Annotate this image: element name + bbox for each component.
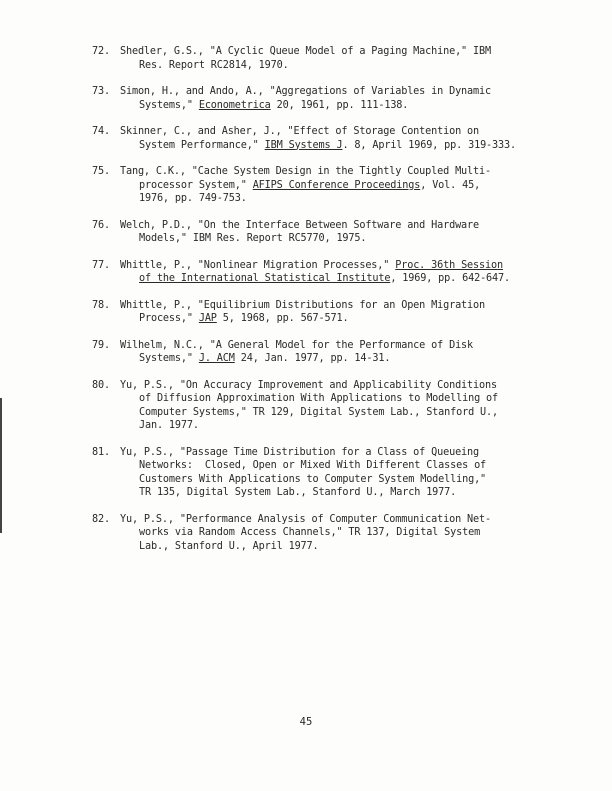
reference-line bbox=[0, 232, 612, 246]
reference-entry bbox=[0, 45, 612, 72]
reference-number: 82. bbox=[92, 513, 110, 525]
reference-text: Process," bbox=[139, 313, 199, 324]
reference-line bbox=[0, 526, 612, 540]
reference-text: Yu, P.S., "On Accuracy Improvement and Applicability Conditions bbox=[120, 379, 497, 391]
reference-line bbox=[0, 473, 612, 487]
reference-text: Whittle, P., "Equilibrium Distributions for an Open Migration bbox=[120, 299, 485, 311]
reference-text: Whittle, P., "Nonlinear Migration Processes," bbox=[120, 259, 396, 271]
reference-text: Customers With Applications to Computer System Modelling," bbox=[139, 473, 487, 485]
reference-number: 75. bbox=[92, 166, 110, 177]
reference-line bbox=[0, 459, 612, 473]
reference-text: 20, 1961, pp. 111-138. bbox=[270, 99, 409, 111]
reference-text: Systems," bbox=[139, 99, 199, 111]
reference-text: . 8, April 1969, pp. 319-333. bbox=[342, 139, 516, 151]
reference-text: processor System," bbox=[139, 179, 253, 191]
reference-number: 73. bbox=[92, 86, 110, 97]
reference-number: 74. bbox=[92, 126, 110, 137]
reference-entry bbox=[0, 125, 612, 152]
reference-line bbox=[0, 352, 612, 366]
page-number: 45 bbox=[299, 716, 313, 728]
reference-text: Simon, H., and Ando, A., "Aggregations of Variables in Dynamic bbox=[120, 86, 491, 97]
reference-line bbox=[0, 139, 612, 153]
reference-number: 78. bbox=[92, 299, 110, 311]
reference-entry bbox=[0, 165, 612, 206]
reference-text: TR 135, Digital System Lab., Stanford U., March 1977. bbox=[139, 487, 457, 498]
reference-text: Yu, P.S., "Passage Time Distribution for a Class of Queueing bbox=[120, 446, 480, 458]
reference-entry bbox=[0, 339, 612, 366]
reference-text: Skinner, C., and Asher, J., "Effect of Storage Contention on bbox=[120, 126, 480, 137]
reference-text: Res. Report RC2814, 1970. bbox=[139, 59, 289, 71]
reference-title-underlined: JAP bbox=[198, 313, 217, 324]
reference-entry bbox=[0, 85, 612, 112]
reference-text: , Vol. 45, bbox=[420, 179, 481, 191]
reference-text: , 1969, pp. 642-647. bbox=[390, 273, 510, 284]
reference-entry bbox=[0, 219, 612, 246]
reference-line bbox=[0, 392, 612, 406]
reference-entry bbox=[0, 446, 612, 500]
reference-line bbox=[0, 272, 612, 286]
reference-title-underlined: Econometrica bbox=[198, 99, 271, 111]
reference-title-underlined: of the International Statistical Institute bbox=[139, 273, 391, 284]
reference-line bbox=[0, 59, 612, 73]
reference-number: 79. bbox=[92, 339, 110, 351]
reference-line bbox=[0, 312, 612, 326]
reference-number: 77. bbox=[92, 259, 110, 271]
reference-number: 81. bbox=[92, 446, 110, 458]
reference-line bbox=[0, 99, 612, 113]
reference-line bbox=[0, 540, 612, 554]
reference-text: Tang, C.K., "Cache System Design in the Tightly Coupled Multi- bbox=[120, 166, 491, 177]
reference-line bbox=[0, 192, 612, 206]
reference-text: Shedler, G.S., "A Cyclic Queue Model of a Paging Machine," IBM bbox=[120, 46, 491, 57]
reference-entry bbox=[0, 379, 612, 433]
reference-text: Lab., Stanford U., April 1977. bbox=[139, 540, 319, 552]
reference-entry bbox=[0, 299, 612, 326]
reference-title-underlined: Proc. 36th Session bbox=[395, 259, 503, 271]
reference-text: Computer Systems," TR 129, Digital System Lab., Stanford U., bbox=[139, 406, 499, 418]
reference-text: 1976, pp. 749-753. bbox=[139, 193, 247, 204]
reference-text: Welch, P.D., "On the Interface Between Software and Hardware bbox=[120, 219, 480, 231]
reference-text: Yu, P.S., "Performance Analysis of Computer Communication Net- bbox=[120, 513, 491, 525]
reference-text: Networks: Closed, Open or Mixed With Different Classes of bbox=[139, 460, 487, 471]
reference-line bbox=[0, 406, 612, 420]
reference-list bbox=[0, 45, 612, 566]
reference-text: 5, 1968, pp. 567-571. bbox=[216, 313, 349, 324]
reference-number: 76. bbox=[92, 219, 110, 231]
scan-edge-mark bbox=[0, 398, 2, 533]
reference-line bbox=[0, 179, 612, 193]
reference-text: 24, Jan. 1977, pp. 14-31. bbox=[234, 353, 391, 364]
reference-text: Systems," bbox=[139, 353, 199, 364]
reference-text: works via Random Access Channels," TR 137, Digital System bbox=[139, 527, 481, 538]
reference-text: System Performance," bbox=[139, 139, 265, 151]
reference-line bbox=[0, 419, 612, 433]
reference-text: of Diffusion Approximation With Applications to Modelling of bbox=[139, 393, 499, 404]
reference-number: 72. bbox=[92, 46, 110, 57]
reference-entry bbox=[0, 513, 612, 554]
reference-title-underlined: IBM Systems J bbox=[264, 139, 343, 151]
reference-text: Models," IBM Res. Report RC5770, 1975. bbox=[139, 233, 367, 244]
reference-line bbox=[0, 486, 612, 500]
reference-title-underlined: J. ACM bbox=[198, 353, 235, 364]
reference-text: Wilhelm, N.C., "A General Model for the Performance of Disk bbox=[120, 339, 474, 351]
reference-text: Jan. 1977. bbox=[139, 420, 199, 431]
reference-entry bbox=[0, 259, 612, 286]
reference-title-underlined: AFIPS Conference Proceedings bbox=[252, 179, 421, 191]
reference-number: 80. bbox=[92, 379, 110, 391]
